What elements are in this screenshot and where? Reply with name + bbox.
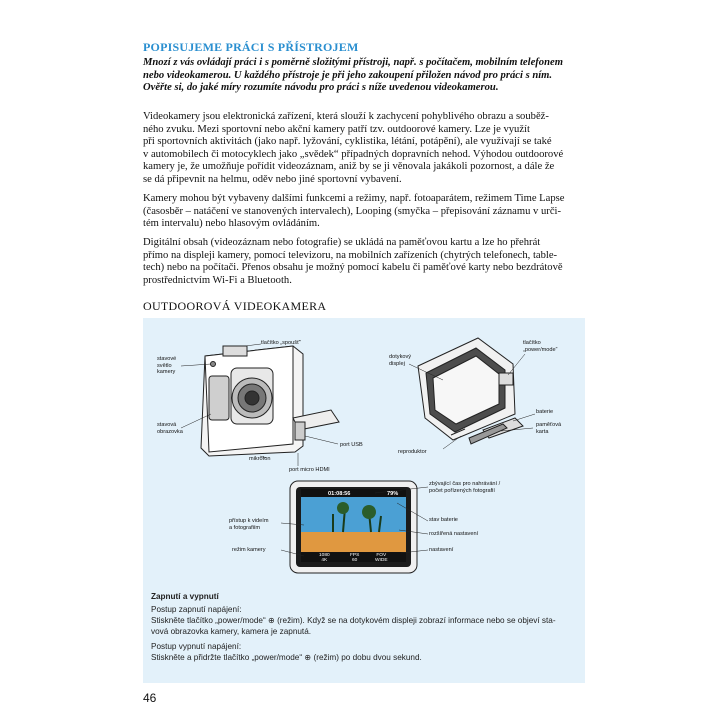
screen-resolution: 1080 4K: [319, 553, 330, 563]
label-usb: port USB: [340, 442, 363, 448]
screen-fov: FOV WIDE: [375, 553, 388, 563]
label-battery-status: stav baterie: [429, 517, 458, 523]
camera-illustration: [143, 318, 585, 582]
intro-text: [143, 57, 583, 95]
label-touch-display: dotykový displej: [389, 354, 412, 367]
intro-line: nebo videokamerou. U každého přístroje je při jeho zakoupení přiložen návod pro práci s ním.: [143, 69, 553, 81]
text-line: přímo na displeji kamery, pomocí televizoru, na mobilních zařízeních (chytrých telefonech, table-: [143, 249, 558, 261]
text-line: kamery je, že umožňuje pořídit videozáznam, aniž by se ji věnovala jakákoli pozornost, a dále že: [143, 161, 555, 173]
label-status-light: stavové světlo kamery: [157, 356, 177, 376]
label-camera-mode: režim kamery: [232, 547, 266, 553]
power-off-label: Postup vypnutí napájení:: [151, 642, 242, 651]
camera-front-drawing: [201, 346, 339, 456]
label-power-button: tlačítko „power/mode“: [523, 340, 558, 353]
label-speaker: reproduktor: [398, 449, 427, 455]
page-number: 46: [143, 691, 157, 705]
text-line: Kamery mohou být vybaveny dalšími funkcemi a režimy, např. fotoaparátem, režimem Time Lapse: [143, 193, 565, 204]
intro-line: Mnozí z vás ovládají práci i s poměrně složitými přístroji, např. s počítačem, mobilním telefonem: [143, 57, 563, 68]
text-line: Videokamery jsou elektronická zařízení, která slouží k zachycení pohyblivého obrazu a souběž-: [143, 111, 549, 122]
label-remaining-time: zbývající čas pro nahrávání / počet pořízených fotografií: [429, 481, 501, 494]
label-status-screen: stavová obrazovka: [157, 422, 183, 435]
label-shutter: tlačítko „spoušť“: [261, 340, 302, 346]
power-on-label: Postup zapnutí napájení:: [151, 605, 242, 614]
camera-figure: [143, 318, 585, 582]
paragraph-1: [143, 111, 591, 187]
text-line: se dá připevnit na helmu, oděv nebo jiné sportovní vybavení.: [143, 173, 402, 185]
power-info-box: [143, 582, 585, 683]
label-microphone: mikrofon: [249, 456, 271, 462]
text-line: v automobilech či motocyklech jako „svědek“ případných dopravních nehod. Výhodou outdoorové: [143, 148, 564, 160]
label-battery: baterie: [536, 409, 554, 415]
text-line: ného zvuku. Mezi sportovní nebo akční kamery patří tzv. outdoorové kamery. Lze je využít: [143, 123, 530, 135]
text-line: prostřednictvím Wi-Fi a Bluetooth.: [143, 274, 292, 286]
text-line: tém intervalu) nebo hlasovým ovládáním.: [143, 218, 320, 230]
text-line: Digitální obsah (videozáznam nebo fotografie) se ukládá na paměťovou kartu a lze ho přehrát: [143, 237, 541, 248]
power-on-text: Stiskněte tlačítko „power/mode“ ⊕ (režim). Když se na dotykovém displeji zobrazí informace nebo se objeví sta- vová obrazovka kamery, kamera je zapnutá.: [151, 616, 556, 636]
section-title: OUTDOOROVÁ VIDEOKAMERA: [143, 299, 327, 313]
screen-battery: 79%: [387, 491, 399, 497]
label-micro-hdmi: port micro HDMI: [289, 467, 330, 473]
label-memory-card: paměťová karta: [536, 422, 562, 435]
paragraph-3: [143, 237, 591, 287]
camera-back-drawing: [418, 338, 523, 444]
screen-fps: FPS 60: [350, 553, 360, 563]
power-off-text: Stiskněte a přidržte tlačítko „power/mode“ ⊕ (režim) po dobu dvou sekund.: [151, 653, 422, 662]
text-line: (časosběr – natáčení ve stanovených intervalech), Looping (smyčka – přepisování záznamu v urči-: [143, 205, 561, 217]
heading: POPISUJEME PRÁCI S PŘÍSTROJEM: [143, 40, 359, 54]
paragraph-2: [143, 193, 591, 231]
label-advanced-settings: rozšířená nastavení: [429, 531, 479, 537]
text-line: při sportovních aktivitách (jako např. lyžování, cyklistika, létání, potápění), ale využívají se také: [143, 136, 552, 148]
label-media-access: přístup k videím a fotografiím: [229, 518, 269, 531]
info-title: Zapnutí a vypnutí: [151, 592, 219, 601]
text-line: tech) nebo na počítači. Přenos obsahu je možný pomocí kabelu či paměťové karty nebo bezdrátově: [143, 262, 563, 274]
intro-line: Ověřte si, do jaké míry rozumíte návodu pro práci s níže uvedenou videokamerou.: [143, 82, 499, 94]
screen-time: 01:08:56: [328, 491, 351, 497]
label-settings: nastavení: [429, 547, 454, 553]
